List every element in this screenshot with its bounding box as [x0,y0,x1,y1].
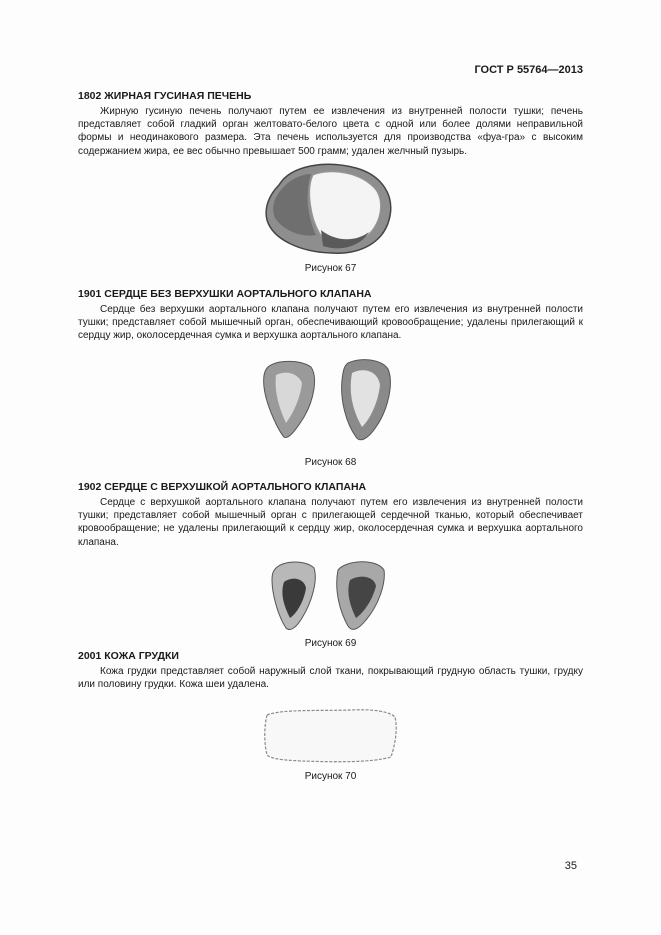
section-1902 [78,481,583,549]
figure-69-image [0,554,661,634]
section-1802 [78,90,583,158]
figure-68-image [0,355,661,445]
figure-caption: Рисунок 70 [304,771,357,782]
figure-caption: Рисунок 69 [304,638,357,649]
section-heading: 2001 КОЖА ГРУДКИ [78,650,179,662]
section-1901 [78,288,583,343]
page-number: 35 [564,860,577,872]
figure-70-image [0,705,661,767]
section-heading: 1902 СЕРДЦЕ С ВЕРХУШКОЙ АОРТАЛЬНОГО КЛАПАНА [78,481,367,493]
section-text: Кожа грудки представляет собой наружный слой ткани, покрывающий грудную область тушки, грудку или половину грудки. Кожа шеи удалена. [78,666,583,691]
standard-designation: ГОСТ Р 55764—2013 [474,64,583,76]
section-text: Жирную гусиную печень получают путем ее извлечения из внутренней полости тушки; печень представляет собой гладкий орган желтовато-белого цвета с одной или более долями неправильной формы и неодинакового размера. Эта печень используется для производства «фуа-гра» с высоким содержанием жира, ее вес обычно превышает 500 грамм; удален желчный пузырь. [78,106,583,157]
section-text: Сердце без верхушки аортального клапана получают путем его извлечения из внутренней полости тушки; представляет собой мышечный орган, обеспечивающий кровообращение; удалены прилегающий к сердцу жир, околосердечная сумка и верхушка аортального клапана. [78,304,583,342]
section-2001 [78,650,583,691]
section-heading: 1901 СЕРДЦЕ БЕЗ ВЕРХУШКИ АОРТАЛЬНОГО КЛАПАНА [78,288,372,300]
section-heading: 1802 ЖИРНАЯ ГУСИНАЯ ПЕЧЕНЬ [78,90,252,102]
figure-caption: Рисунок 68 [304,457,357,468]
section-text: Сердце с верхушкой аортального клапана получают путем его извлечения из внутренней полости тушки; представляет собой мышечный орган с прилегающей сердечной тканью, который обеспечивает кровообращение; не удалены прилегающий к сердцу жир, околосердечная сумка и верхушка аортального клапана. [78,497,583,548]
figure-caption: Рисунок 67 [304,263,357,274]
figure-67-image [0,160,661,260]
